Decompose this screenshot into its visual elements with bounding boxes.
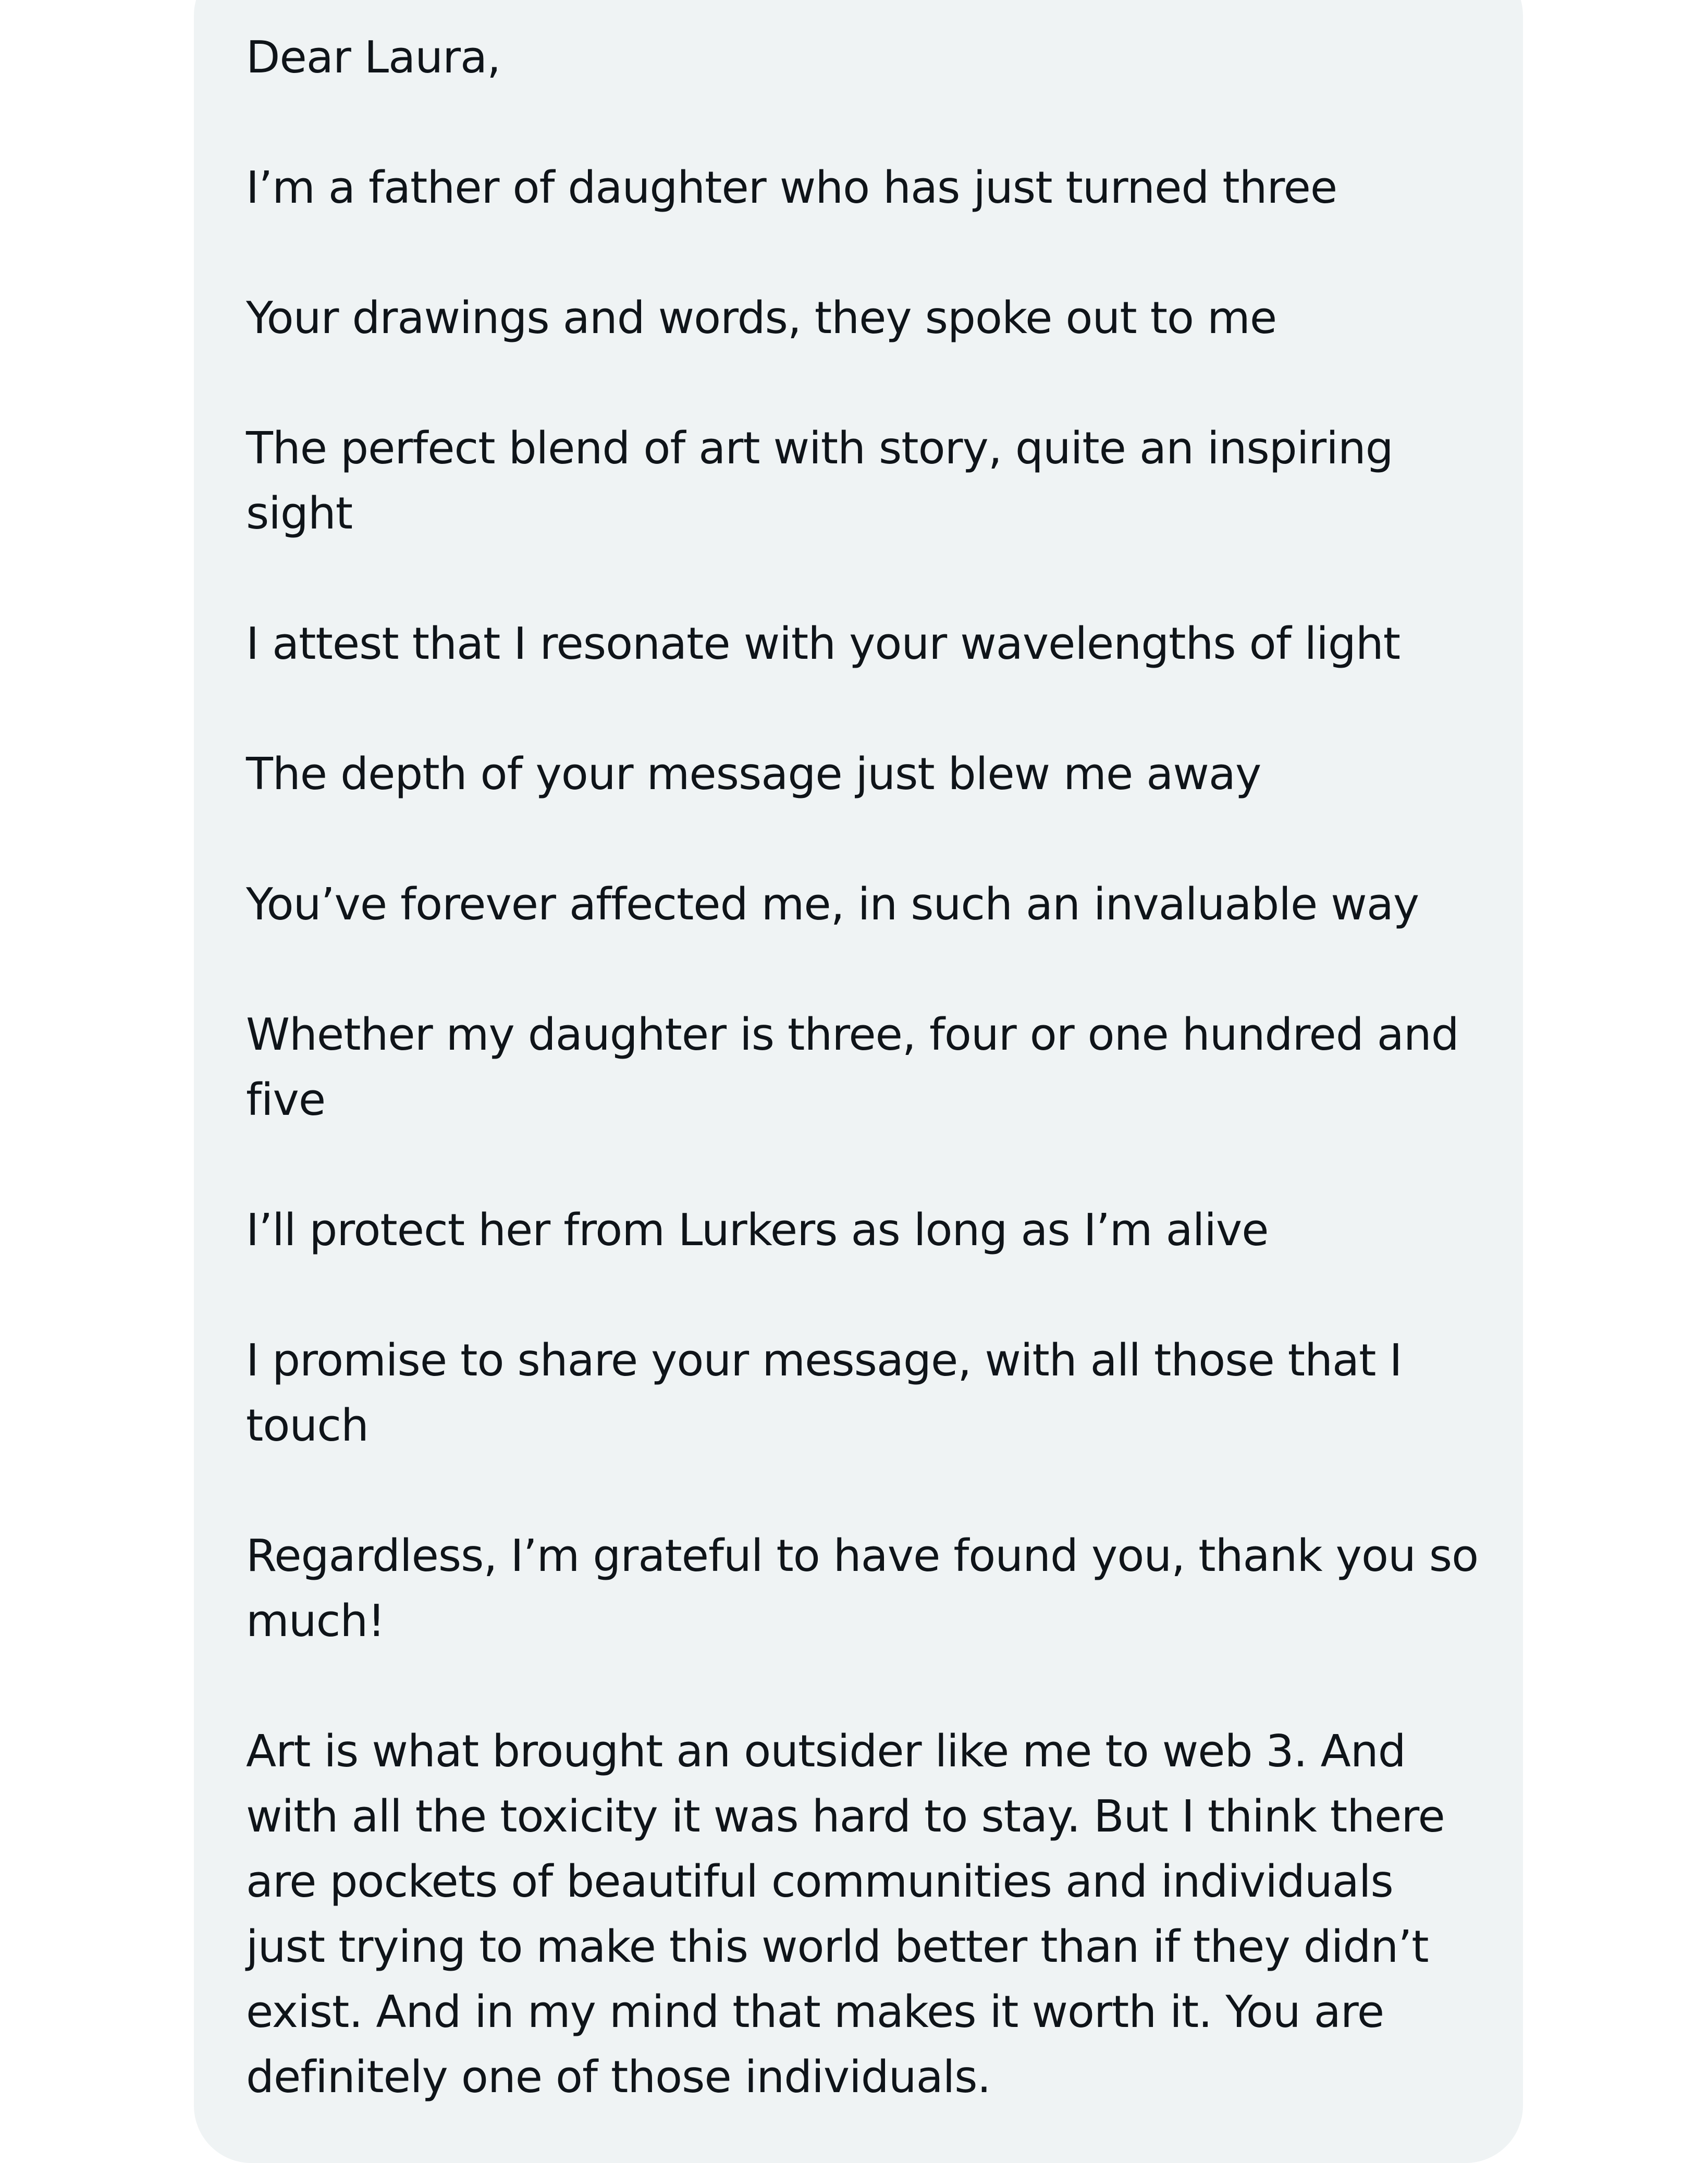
message-paragraph: I’m a father of daughter who has just turned three <box>246 162 1337 214</box>
message-paragraph-greeting: Dear Laura, <box>246 32 501 83</box>
message-text <box>246 25 1523 2110</box>
message-paragraph: Whether my daughter is three, four or one hundred and five <box>246 1009 1459 1126</box>
message-paragraph-closing: Art is what brought an outsider like me to web 3. And with all the toxicity it was hard to stay. But I think there are pockets of beautiful communities and individuals just trying to make this world better than if they didn’t exist. And in my mind that makes it worth it. You are definitely one of those individuals. <box>246 1726 1445 2103</box>
message-paragraph: The perfect blend of art with story, quite an inspiring sight <box>246 423 1393 539</box>
message-paragraph: I’ll protect her from Lurkers as long as I’m alive <box>246 1205 1269 1256</box>
message-bubble <box>194 0 1523 2163</box>
message-paragraph: The depth of your message just blew me away <box>246 748 1261 800</box>
message-paragraph: Your drawings and words, they spoke out to me <box>246 292 1277 344</box>
message-paragraph: Regardless, I’m grateful to have found you, thank you so much! <box>246 1530 1479 1647</box>
message-paragraph: I promise to share your message, with all those that I touch <box>246 1335 1402 1452</box>
message-paragraph: I attest that I resonate with your wavelengths of light <box>246 618 1400 670</box>
message-paragraph: You’ve forever affected me, in such an invaluable way <box>246 879 1419 930</box>
